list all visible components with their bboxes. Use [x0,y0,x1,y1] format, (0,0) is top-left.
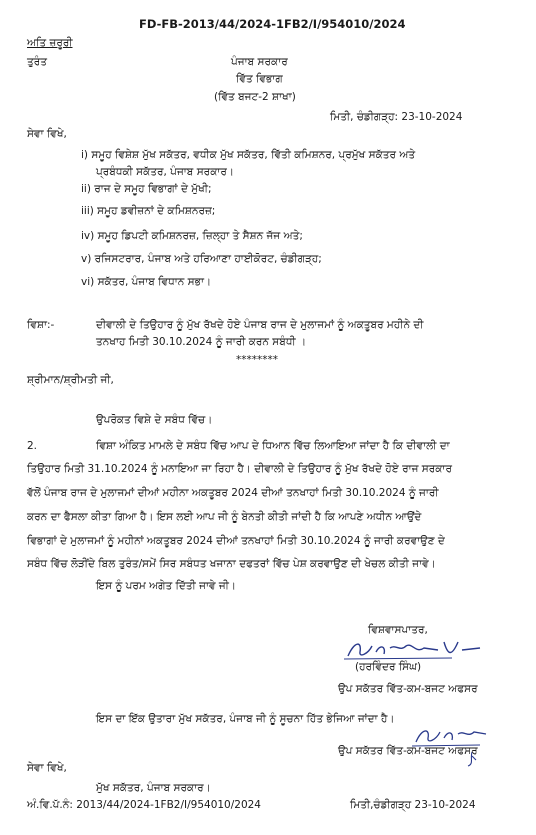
separator-stars: ******** [236,354,278,366]
branch-name: (ਵਿੱਤ ਬਜਟ-2 ਸ਼ਾਖਾ) [214,91,296,103]
addressee-item: iv) ਸਮੂਹ ਡਿਪਟੀ ਕਮਿਸ਼ਨਰਜ਼, ਜ਼ਿਲ੍ਹਾ ਤੇ ਸੈਸ਼ਨ ਜੱਜ ਅਤੇ; [81,230,303,242]
closing: ਵਿਸ਼ਵਾਸਪਾਤਰ, [368,624,428,636]
reference-line: ਉਪਰੋਕਤ ਵਿਸ਼ੇ ਦੇ ਸਬੰਧ ਵਿੱਚ। [96,414,213,426]
signatory-name: (ਹਰਵਿੰਦਰ ਸਿੰਘ) [355,661,422,673]
subject-line: ਦੀਵਾਲੀ ਦੇ ਤਿਉਹਾਰ ਨੂੰ ਮੁੱਖ ਰੱਖਦੇ ਹੋਏ ਪੰਜਾਬ ਰਾਜ ਦੇ ਮੁਲਾਜਮਾਂ ਨੂੰ ਅਕਤੂਬਰ ਮਹੀਨੇ ਦੀ [96,319,424,331]
sewa-vikhe: ਸੇਵਾ ਵਿਖੇ, [27,762,67,774]
department-name: ਵਿੱਤ ਵਿਭਾਗ [236,73,283,85]
copy-forward-line: ਇਸ ਦਾ ਇੱਕ ਉਤਾਰਾ ਮੁੱਖ ਸਕੱਤਰ, ਪੰਜਾਬ ਜੀ ਨੂੰ ਸੂਚਨਾ ਹਿੱਤ ਭੇਜਿਆ ਜਾਂਦਾ ਹੈ। [96,713,395,725]
addressee-item: ii) ਰਾਜ ਦੇ ਸਮੂਹ ਵਿਭਾਗਾਂ ਦੇ ਮੁੱਖੀ; [81,183,212,195]
paragraph-number: 2. [27,440,38,452]
addressee-item: i) ਸਮੂਹ ਵਿਸ਼ੇਸ਼ ਮੁੱਖ ਸਕੱਤਰ, ਵਧੀਕ ਮੁੱਖ ਸਕੱਤਰ, ਵਿੱਤੀ ਕਮਿਸ਼ਨਰ, ਪ੍ਰਮੁੱਖ ਸਕੱਤਰ ਅਤੇ [81,149,416,161]
paragraph-line: ਵਿਸ਼ਾ ਅੰਕਿਤ ਮਾਮਲੇ ਦੇ ਸਬੰਧ ਵਿੱਚ ਆਪ ਦੇ ਧਿਆਨ ਵਿੱਚ ਲਿਆਇਆ ਜਾਂਦਾ ਹੈ ਕਿ ਦੀਵਾਲੀ ਦਾ [96,440,450,452]
endorsement-recipient: ਮੁੱਖ ਸਕੱਤਰ, ਪੰਜਾਬ ਸਰਕਾਰ। [96,782,211,794]
paragraph-line: ਵੱਲੋਂ ਪੰਜਾਬ ਰਾਜ ਦੇ ਮੁਲਾਜਮਾਂ ਦੀਆਂ ਮਹੀਨਾ ਅਕਤੂਬਰ 2024 ਦੀਆਂ ਤਨਖਾਹਾਂ ਮਿਤੀ 30.10.2024 ਨੂੰ ਜਾਰੀ [27,487,439,499]
signatory-designation: ਉਪ ਸਕੱਤਰ ਵਿੱਤ-ਕਮ-ਬਜਟ ਅਫਸਰ [338,683,478,695]
salutation: ਸ਼੍ਰੀਮਾਨ/ਸ਼੍ਰੀਮਤੀ ਜੀ, [27,374,114,386]
urgency-label: ਅਤਿ ਜ਼ਰੂਰੀ [27,37,73,49]
paragraph-line: ਵਿਭਾਗਾਂ ਦੇ ਮੁਲਾਜਮਾਂ ਨੂੰ ਮਹੀਨਾਂ ਅਕਤੂਬਰ 2024 ਦੀਆਂ ਤਨਖਾਹਾਂ ਮਿਤੀ 30.10.2024 ਨੂੰ ਜਾਰੀ ਕਰਵਾਉਣ ਦੇ [27,535,445,547]
endorsement-date: ਮਿਤੀ,ਚੰਡੀਗੜ੍ਹ 23-10-2024 [350,799,476,811]
addressee-item: ਪ੍ਰਬੰਧਕੀ ਸਕੱਤਰ, ਪੰਜਾਬ ਸਰਕਾਰ। [96,166,234,178]
handwritten-signature [340,634,490,664]
endorsement-designation: ਉਪ ਸਕੱਤਰ ਵਿੱਤ-ਕਮ-ਬਜਟ ਅਫਸਰ [338,745,478,757]
letter-date: ਮਿਤੀ, ਚੰਡੀਗੜ੍ਹ: 23-10-2024 [330,111,463,123]
addressee-item: vi) ਸਕੱਤਰ, ਪੰਜਾਬ ਵਿਧਾਨ ਸਭਾ। [81,276,212,288]
endorsement-reference: ਅੰ.ਵਿ.ਪੱ.ਨੰ: 2013/44/2024-1FB2/I/954010/2024 [27,799,261,811]
addressee-item: iii) ਸਮੂਹ ਡਵੀਜ਼ਨਾਂ ਦੇ ਕਮਿਸ਼ਨਰਜ਼; [81,205,216,217]
paragraph-line: ਕਰਨ ਦਾ ਫੈਸਲਾ ਕੀਤਾ ਗਿਆ ਹੈ। ਇਸ ਲਈ ਆਪ ਜੀ ਨੂੰ ਬੇਨਤੀ ਕੀਤੀ ਜਾਂਦੀ ਹੈ ਕਿ ਆਪਣੇ ਅਧੀਨ ਆਉਂਦੇ [27,511,422,523]
government-name: ਪੰਜਾਬ ਸਰਕਾਰ [231,56,288,68]
paragraph-line: ਸਬੰਧ ਵਿੱਚ ਲੋੜੀਂਦੇ ਬਿਲ ਤੁਰੰਤ/ਸਮੇਂ ਸਿਰ ਸਬੰਧਤ ਖਜਾਨਾ ਦਫਤਰਾਂ ਵਿੱਚ ਪੇਸ਼ ਕਰਵਾਉਣ ਦੀ ਖੇਚਲ ਕੀਤੀ ਜਾਵੇ। [27,558,436,570]
priority-line: ਇਸ ਨੂੰ ਪਰਮ ਅਗੇਤ ਦਿੱਤੀ ਜਾਵੇ ਜੀ। [96,580,236,592]
immediate-label: ਤੁਰੰਤ [27,56,47,68]
paragraph-line: ਤਿਉਹਾਰ ਮਿਤੀ 31.10.2024 ਨੂੰ ਮਨਾਇਆ ਜਾ ਰਿਹਾ ਹੈ। ਦੀਵਾਲੀ ਦੇ ਤਿਉਹਾਰ ਨੂੰ ਮੁੱਖ ਰੱਖਦੇ ਹੋਏ ਰਾਜ ਸਰਕਾਰ [27,463,452,475]
subject-line: ਤਨਖਾਹ ਮਿਤੀ 30.10.2024 ਨੂੰ ਜਾਰੀ ਕਰਨ ਸਬੰਧੀ । [96,336,307,348]
addressee-item: v) ਰਜਿਸਟਰਾਰ, ਪੰਜਾਬ ਅਤੇ ਹਰਿਆਣਾ ਹਾਈਕੋਰਟ, ਚੰਡੀਗੜ੍ਹ; [81,253,322,265]
subject-label: ਵਿਸ਼ਾ:- [27,319,55,331]
file-reference-top: FD-FB-2013/44/2024-1FB2/I/954010/2024 [139,17,406,31]
sewa-vikhe: ਸੇਵਾ ਵਿਖੇ, [27,128,67,140]
